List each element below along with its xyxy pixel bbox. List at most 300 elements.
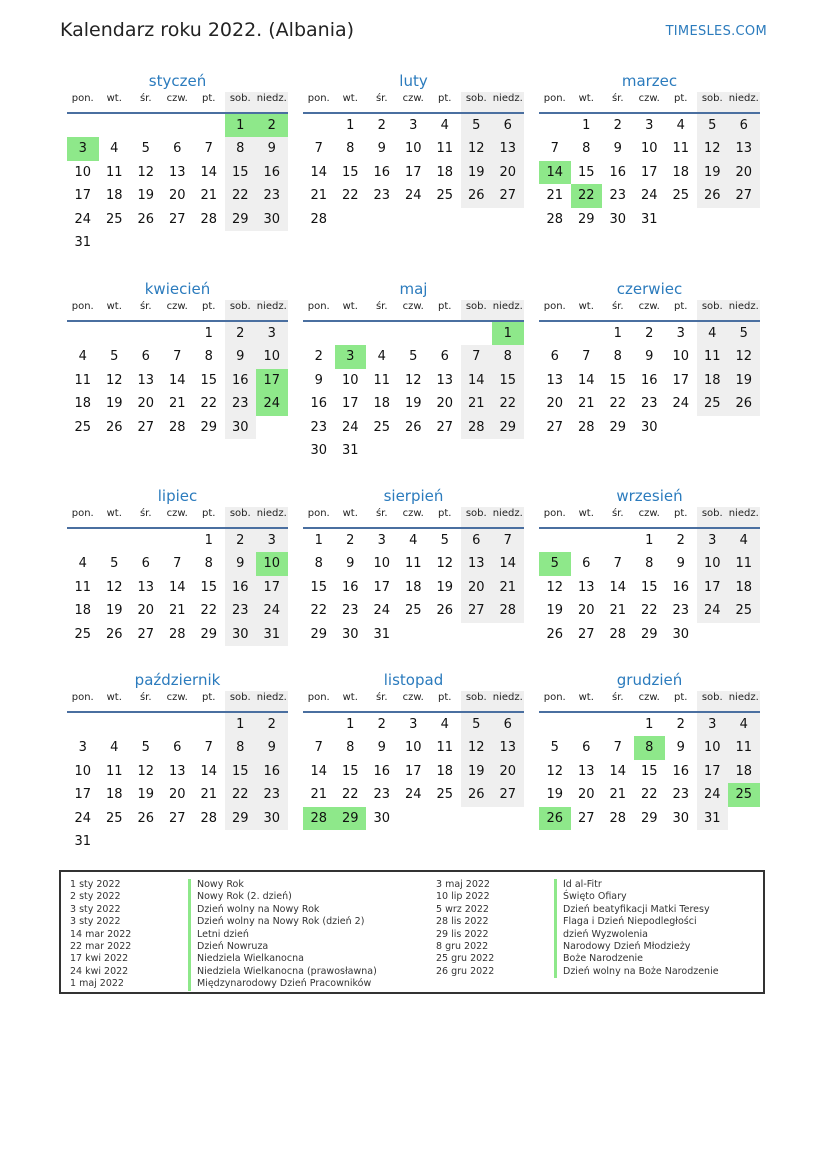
weekday-label: pt. <box>438 93 452 104</box>
day-cell: 21 <box>492 576 524 599</box>
day-cell: 19 <box>137 188 155 204</box>
day-cell: 13 <box>492 736 524 759</box>
day-cell: 12 <box>137 763 155 779</box>
day-cell: 21 <box>609 787 627 803</box>
day-cell: 22 <box>225 184 257 207</box>
day-cell: 6 <box>461 529 493 552</box>
day-cell: 29 <box>640 626 658 642</box>
day-cell: 27 <box>577 626 595 642</box>
holiday-day: 14 <box>539 161 571 184</box>
weekday-label: niedz. <box>728 691 760 711</box>
day-cell: 20 <box>137 603 155 619</box>
weekday-label: czw. <box>166 93 188 104</box>
weekday-label: sob. <box>461 507 493 527</box>
day-cell: 25 <box>373 419 391 435</box>
holiday-name: Dzień wolny na Nowy Rok (dzień 2) <box>188 916 364 928</box>
holiday-day: 8 <box>634 736 666 759</box>
day-cell: 30 <box>341 626 359 642</box>
month-name: lipiec <box>157 487 198 505</box>
day-cell: 26 <box>404 419 422 435</box>
day-cell: 23 <box>609 188 627 204</box>
empty-day <box>193 713 225 736</box>
day-cell: 5 <box>461 713 493 736</box>
day-cell: 9 <box>377 740 386 756</box>
day-cell: 29 <box>492 416 524 439</box>
weekday-label: wt. <box>106 301 122 312</box>
empty-day <box>130 713 162 736</box>
day-cell: 31 <box>256 623 288 646</box>
day-cell: 9 <box>613 141 622 157</box>
day-cell: 17 <box>404 763 422 779</box>
day-cell: 13 <box>577 763 595 779</box>
day-grid <box>539 114 760 231</box>
holiday-day: 2 <box>256 114 288 137</box>
day-cell: 23 <box>672 787 690 803</box>
day-cell: 10 <box>640 141 658 157</box>
empty-day <box>303 322 335 345</box>
weekday-label: śr. <box>375 692 388 703</box>
day-cell: 15 <box>341 763 359 779</box>
day-cell: 23 <box>256 783 288 806</box>
day-cell: 7 <box>613 556 622 572</box>
weekday-label: sob. <box>697 691 729 711</box>
day-cell: 30 <box>672 810 690 826</box>
weekday-header <box>303 300 524 322</box>
day-cell: 1 <box>645 717 654 732</box>
holiday-name: Narodowy Dzień Młodzieży <box>554 941 690 953</box>
day-cell: 22 <box>200 603 218 619</box>
empty-day <box>99 713 131 736</box>
day-cell: 14 <box>168 579 186 595</box>
holiday-row <box>436 953 719 965</box>
day-cell: 11 <box>728 736 760 759</box>
day-cell: 24 <box>74 211 92 227</box>
holiday-name: Niedziela Wielkanocna (prawosławna) <box>188 966 377 978</box>
weekday-label: czw. <box>638 692 660 703</box>
holiday-date: 8 gru 2022 <box>436 940 489 952</box>
weekday-label: sob. <box>697 92 729 112</box>
day-cell: 30 <box>310 442 328 458</box>
day-cell: 16 <box>310 396 328 412</box>
day-cell: 11 <box>105 164 123 180</box>
holiday-row <box>436 929 719 941</box>
weekday-header <box>67 507 288 529</box>
day-cell: 4 <box>78 349 87 365</box>
day-cell: 17 <box>672 372 690 388</box>
day-cell: 22 <box>609 396 627 412</box>
empty-day <box>130 322 162 345</box>
month-name: czerwiec <box>616 280 683 298</box>
day-cell: 5 <box>728 322 760 345</box>
day-cell: 24 <box>672 396 690 412</box>
day-grid <box>303 322 524 462</box>
day-cell: 12 <box>137 164 155 180</box>
day-cell: 27 <box>168 810 186 826</box>
holiday-list <box>59 870 765 994</box>
day-cell: 19 <box>697 161 729 184</box>
weekday-label: śr. <box>139 508 152 519</box>
day-cell: 12 <box>461 137 493 160</box>
day-cell: 11 <box>373 372 391 388</box>
day-cell: 6 <box>141 556 150 572</box>
day-cell: 16 <box>341 579 359 595</box>
day-cell: 7 <box>204 740 213 756</box>
day-cell: 18 <box>728 576 760 599</box>
holiday-day: 24 <box>256 392 288 415</box>
day-cell: 28 <box>546 211 564 227</box>
day-cell: 18 <box>436 763 454 779</box>
day-cell: 13 <box>546 372 564 388</box>
day-cell: 20 <box>461 576 493 599</box>
weekday-label: pt. <box>674 301 688 312</box>
holiday-day: 5 <box>539 552 571 575</box>
day-cell: 8 <box>645 556 654 572</box>
day-cell: 14 <box>609 763 627 779</box>
day-cell: 3 <box>697 529 729 552</box>
month-name: wrzesień <box>616 487 683 505</box>
day-cell: 21 <box>200 188 218 204</box>
weekday-label: pt. <box>438 692 452 703</box>
day-cell: 13 <box>492 137 524 160</box>
day-cell: 7 <box>492 529 524 552</box>
day-cell: 2 <box>645 326 654 341</box>
day-cell: 25 <box>74 419 92 435</box>
day-cell: 14 <box>461 369 493 392</box>
day-cell: 10 <box>74 763 92 779</box>
weekday-label: śr. <box>139 301 152 312</box>
day-cell: 27 <box>168 211 186 227</box>
day-cell: 4 <box>377 349 386 365</box>
empty-day <box>602 713 634 736</box>
day-cell: 28 <box>577 419 595 435</box>
empty-day <box>602 529 634 552</box>
day-cell: 24 <box>404 787 422 803</box>
day-cell: 8 <box>492 345 524 368</box>
empty-day <box>67 713 99 736</box>
holiday-row <box>436 941 719 953</box>
holiday-day: 1 <box>225 114 257 137</box>
weekday-label: pt. <box>202 692 216 703</box>
empty-day <box>429 322 461 345</box>
holiday-name: Nowy Rok (2. dzień) <box>188 891 292 903</box>
day-cell: 11 <box>436 141 454 157</box>
day-cell: 13 <box>728 137 760 160</box>
day-cell: 12 <box>697 137 729 160</box>
empty-day <box>130 529 162 552</box>
day-cell: 13 <box>168 164 186 180</box>
empty-day <box>130 114 162 137</box>
weekday-label: wt. <box>578 692 594 703</box>
day-cell: 8 <box>613 349 622 365</box>
day-cell: 5 <box>440 533 449 548</box>
day-cell: 5 <box>697 114 729 137</box>
day-cell: 10 <box>404 141 422 157</box>
weekday-label: sob. <box>225 691 257 711</box>
day-cell: 7 <box>173 556 182 572</box>
day-cell: 11 <box>697 345 729 368</box>
empty-day <box>461 322 493 345</box>
day-cell: 17 <box>256 576 288 599</box>
day-cell: 23 <box>225 599 257 622</box>
day-cell: 17 <box>74 188 92 204</box>
day-cell: 28 <box>168 626 186 642</box>
empty-day <box>571 322 603 345</box>
weekday-label: wt. <box>578 508 594 519</box>
day-cell: 2 <box>256 713 288 736</box>
day-grid <box>539 713 760 830</box>
day-cell: 26 <box>728 392 760 415</box>
day-cell: 13 <box>137 372 155 388</box>
day-cell: 6 <box>492 713 524 736</box>
day-cell: 20 <box>546 396 564 412</box>
day-cell: 10 <box>672 349 690 365</box>
day-cell: 15 <box>640 763 658 779</box>
day-cell: 12 <box>728 345 760 368</box>
day-cell: 26 <box>137 810 155 826</box>
day-cell: 29 <box>577 211 595 227</box>
month-name: luty <box>399 72 428 90</box>
holiday-name: Niedziela Wielkanocna <box>188 953 304 965</box>
day-cell: 5 <box>110 349 119 365</box>
month-czerwiec <box>539 278 760 439</box>
empty-day <box>335 322 367 345</box>
day-cell: 12 <box>546 763 564 779</box>
holiday-name: Dzień wolny na Nowy Rok <box>188 904 319 916</box>
day-cell: 13 <box>168 763 186 779</box>
day-cell: 2 <box>377 118 386 133</box>
holiday-name: Dzień beatyfikacji Matki Teresy <box>554 904 710 916</box>
day-cell: 13 <box>436 372 454 388</box>
day-cell: 6 <box>728 114 760 137</box>
day-cell: 30 <box>609 211 627 227</box>
day-cell: 3 <box>78 740 87 756</box>
weekday-label: pon. <box>307 508 330 519</box>
day-cell: 30 <box>373 810 391 826</box>
holiday-row <box>70 916 377 928</box>
month-listopad <box>303 669 524 830</box>
weekday-label: niedz. <box>492 507 524 527</box>
month-name: maj <box>399 280 428 298</box>
day-cell: 17 <box>404 164 422 180</box>
holiday-date: 1 maj 2022 <box>70 978 124 990</box>
empty-day <box>99 529 131 552</box>
day-cell: 28 <box>200 810 218 826</box>
day-cell: 18 <box>105 787 123 803</box>
day-cell: 20 <box>436 396 454 412</box>
month-name: listopad <box>383 671 444 689</box>
day-cell: 26 <box>461 783 493 806</box>
holiday-name: Nowy Rok <box>188 879 244 891</box>
weekday-label: pon. <box>307 301 330 312</box>
day-cell: 8 <box>346 141 355 157</box>
day-cell: 4 <box>110 141 119 157</box>
day-grid <box>67 114 288 254</box>
day-cell: 1 <box>314 533 323 548</box>
day-cell: 29 <box>200 626 218 642</box>
day-cell: 8 <box>314 556 323 572</box>
holiday-name: Międzynarodowy Dzień Pracowników <box>188 978 371 990</box>
weekday-label: niedz. <box>728 507 760 527</box>
day-cell: 12 <box>105 372 123 388</box>
holiday-day: 29 <box>335 807 367 830</box>
empty-day <box>366 322 398 345</box>
day-cell: 13 <box>577 579 595 595</box>
day-cell: 21 <box>546 188 564 204</box>
day-cell: 15 <box>577 164 595 180</box>
weekday-label: śr. <box>375 508 388 519</box>
weekday-header <box>539 507 760 529</box>
day-cell: 19 <box>728 369 760 392</box>
day-cell: 16 <box>373 164 391 180</box>
day-cell: 4 <box>78 556 87 572</box>
day-cell: 15 <box>492 369 524 392</box>
holiday-row <box>70 929 377 941</box>
day-cell: 19 <box>461 760 493 783</box>
day-cell: 5 <box>409 349 418 365</box>
weekday-label: czw. <box>638 301 660 312</box>
day-cell: 3 <box>676 326 685 341</box>
day-cell: 21 <box>200 787 218 803</box>
weekday-label: wt. <box>342 508 358 519</box>
holiday-date: 26 gru 2022 <box>436 965 495 977</box>
day-cell: 2 <box>676 717 685 732</box>
weekday-label: sob. <box>461 691 493 711</box>
day-cell: 23 <box>341 603 359 619</box>
day-cell: 18 <box>672 164 690 180</box>
holiday-row <box>70 891 377 903</box>
day-cell: 16 <box>225 576 257 599</box>
day-cell: 17 <box>697 760 729 783</box>
day-cell: 15 <box>310 579 328 595</box>
holiday-name: dzień Wyzwolenia <box>554 929 648 941</box>
day-cell: 21 <box>168 603 186 619</box>
day-cell: 27 <box>461 599 493 622</box>
day-cell: 14 <box>609 579 627 595</box>
weekday-label: pon. <box>71 93 94 104</box>
day-cell: 2 <box>346 533 355 548</box>
day-cell: 29 <box>225 208 257 231</box>
day-cell: 27 <box>546 419 564 435</box>
day-cell: 13 <box>461 552 493 575</box>
day-cell: 27 <box>137 626 155 642</box>
empty-day <box>303 713 335 736</box>
weekday-label: śr. <box>375 93 388 104</box>
weekday-label: pt. <box>202 508 216 519</box>
weekday-label: czw. <box>402 508 424 519</box>
day-cell: 15 <box>640 579 658 595</box>
day-cell: 1 <box>582 118 591 133</box>
day-grid <box>539 529 760 646</box>
holiday-date: 24 kwi 2022 <box>70 965 129 977</box>
day-cell: 9 <box>377 141 386 157</box>
day-cell: 19 <box>546 787 564 803</box>
weekday-label: wt. <box>342 301 358 312</box>
holiday-day: 1 <box>492 322 524 345</box>
day-cell: 12 <box>105 579 123 595</box>
weekday-label: sob. <box>697 300 729 320</box>
day-cell: 8 <box>204 349 213 365</box>
day-cell: 28 <box>310 211 328 227</box>
weekday-label: czw. <box>402 93 424 104</box>
weekday-label: pon. <box>71 508 94 519</box>
day-cell: 23 <box>373 787 391 803</box>
month-wrzesień <box>539 485 760 646</box>
day-cell: 25 <box>74 626 92 642</box>
empty-day <box>398 322 430 345</box>
day-grid <box>303 713 524 830</box>
month-name: październik <box>134 671 221 689</box>
day-cell: 16 <box>373 763 391 779</box>
day-cell: 7 <box>314 740 323 756</box>
site-link[interactable]: TIMESLES.COM <box>665 24 767 39</box>
weekday-label: sob. <box>461 300 493 320</box>
day-cell: 24 <box>373 603 391 619</box>
weekday-label: śr. <box>139 692 152 703</box>
day-cell: 21 <box>461 392 493 415</box>
weekday-label: wt. <box>106 692 122 703</box>
day-cell: 1 <box>645 533 654 548</box>
day-cell: 12 <box>404 372 422 388</box>
day-cell: 1 <box>204 326 213 341</box>
holiday-name: Flaga i Dzień Niepodległości <box>554 916 697 928</box>
empty-day <box>571 713 603 736</box>
day-cell: 4 <box>676 118 685 133</box>
day-cell: 28 <box>461 416 493 439</box>
day-cell: 14 <box>310 164 328 180</box>
empty-day <box>67 529 99 552</box>
empty-day <box>193 114 225 137</box>
month-name: marzec <box>621 72 678 90</box>
day-grid <box>303 114 524 231</box>
day-cell: 21 <box>310 188 328 204</box>
day-cell: 23 <box>256 184 288 207</box>
day-cell: 22 <box>492 392 524 415</box>
day-cell: 8 <box>225 137 257 160</box>
day-cell: 8 <box>582 141 591 157</box>
day-cell: 5 <box>461 114 493 137</box>
weekday-header <box>539 691 760 713</box>
day-cell: 26 <box>436 603 454 619</box>
weekday-label: niedz. <box>492 300 524 320</box>
day-cell: 31 <box>697 807 729 830</box>
day-cell: 7 <box>173 349 182 365</box>
day-cell: 18 <box>404 579 422 595</box>
day-cell: 17 <box>74 787 92 803</box>
weekday-label: czw. <box>402 301 424 312</box>
day-cell: 18 <box>697 369 729 392</box>
day-cell: 7 <box>461 345 493 368</box>
weekday-header <box>303 92 524 114</box>
weekday-label: sob. <box>461 92 493 112</box>
weekday-label: pt. <box>202 93 216 104</box>
weekday-label: wt. <box>578 93 594 104</box>
weekday-label: pon. <box>543 692 566 703</box>
weekday-header <box>303 507 524 529</box>
weekday-label: śr. <box>139 93 152 104</box>
day-cell: 27 <box>577 810 595 826</box>
day-cell: 29 <box>609 419 627 435</box>
day-cell: 19 <box>436 579 454 595</box>
month-name: sierpień <box>383 487 444 505</box>
day-cell: 3 <box>409 717 418 732</box>
day-cell: 18 <box>105 188 123 204</box>
day-cell: 19 <box>404 396 422 412</box>
day-cell: 8 <box>225 736 257 759</box>
weekday-label: pon. <box>307 93 330 104</box>
day-cell: 3 <box>377 533 386 548</box>
day-cell: 25 <box>436 188 454 204</box>
day-cell: 24 <box>640 188 658 204</box>
